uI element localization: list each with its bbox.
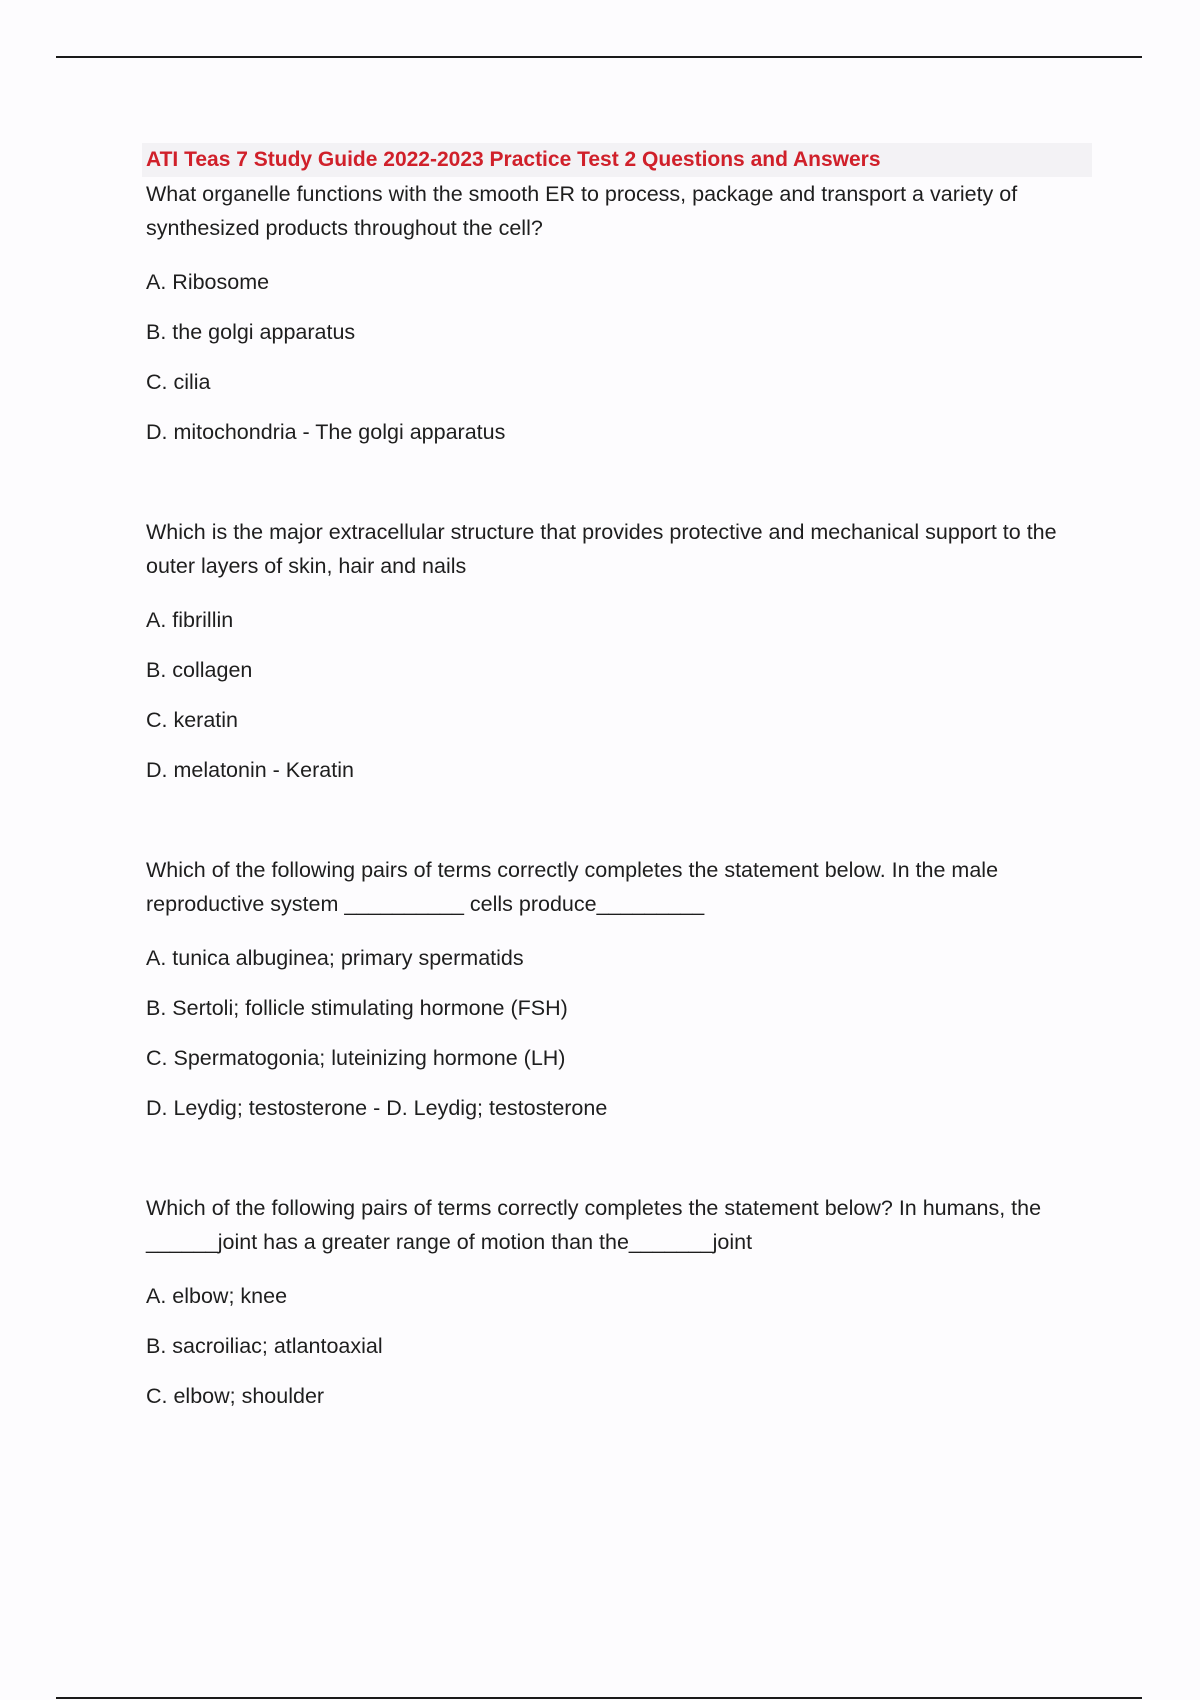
option-c: C. elbow; shoulder (146, 1384, 325, 1408)
document-body (142, 143, 1092, 1409)
option-b: B. sacroiliac; atlantoaxial (146, 1334, 383, 1358)
option-list (142, 945, 1092, 1121)
option-b: B. Sertoli; follicle stimulating hormone (FSH) (146, 996, 568, 1020)
question-block-2 (142, 515, 1092, 783)
question-block-1 (142, 177, 1092, 445)
option-a: A. Ribosome (146, 270, 270, 294)
option-c: C. keratin (146, 708, 239, 732)
option-c: C. Spermatogonia; luteinizing hormone (LH) (146, 1046, 566, 1070)
document-title: ATI Teas 7 Study Guide 2022-2023 Practice Test 2 Questions and Answers (146, 148, 881, 171)
option-list (142, 269, 1092, 445)
option-list (142, 1283, 1092, 1409)
top-rule (56, 56, 1142, 58)
option-a: A. tunica albuginea; primary spermatids (146, 946, 524, 970)
title-band (142, 143, 1092, 177)
question-block-3 (142, 853, 1092, 1121)
option-d: D. mitochondria - The golgi apparatus (146, 420, 506, 444)
bottom-rule (56, 1697, 1142, 1699)
option-list (142, 607, 1092, 783)
question-text: Which is the major extracellular structure that provides protective and mechanical support to the outer layers of skin, hair and nails (146, 520, 1057, 578)
question-text: Which of the following pairs of terms correctly completes the statement below. In the male reproductive system __________ cells produce_________ (146, 858, 999, 916)
option-b: B. collagen (146, 658, 253, 682)
option-a: A. fibrillin (146, 608, 234, 632)
question-block-4 (142, 1191, 1092, 1409)
option-a: A. elbow; knee (146, 1284, 288, 1308)
option-d: D. melatonin - Keratin (146, 758, 354, 782)
option-b: B. the golgi apparatus (146, 320, 356, 344)
option-c: C. cilia (146, 370, 211, 394)
question-text: Which of the following pairs of terms correctly completes the statement below? In humans, the ______joint has a greater range of motion than the_______joint (146, 1196, 1042, 1254)
question-text: What organelle functions with the smooth ER to process, package and transport a variety of synthesized products throughout the cell? (146, 182, 1018, 240)
option-d: D. Leydig; testosterone - D. Leydig; testosterone (146, 1096, 608, 1120)
